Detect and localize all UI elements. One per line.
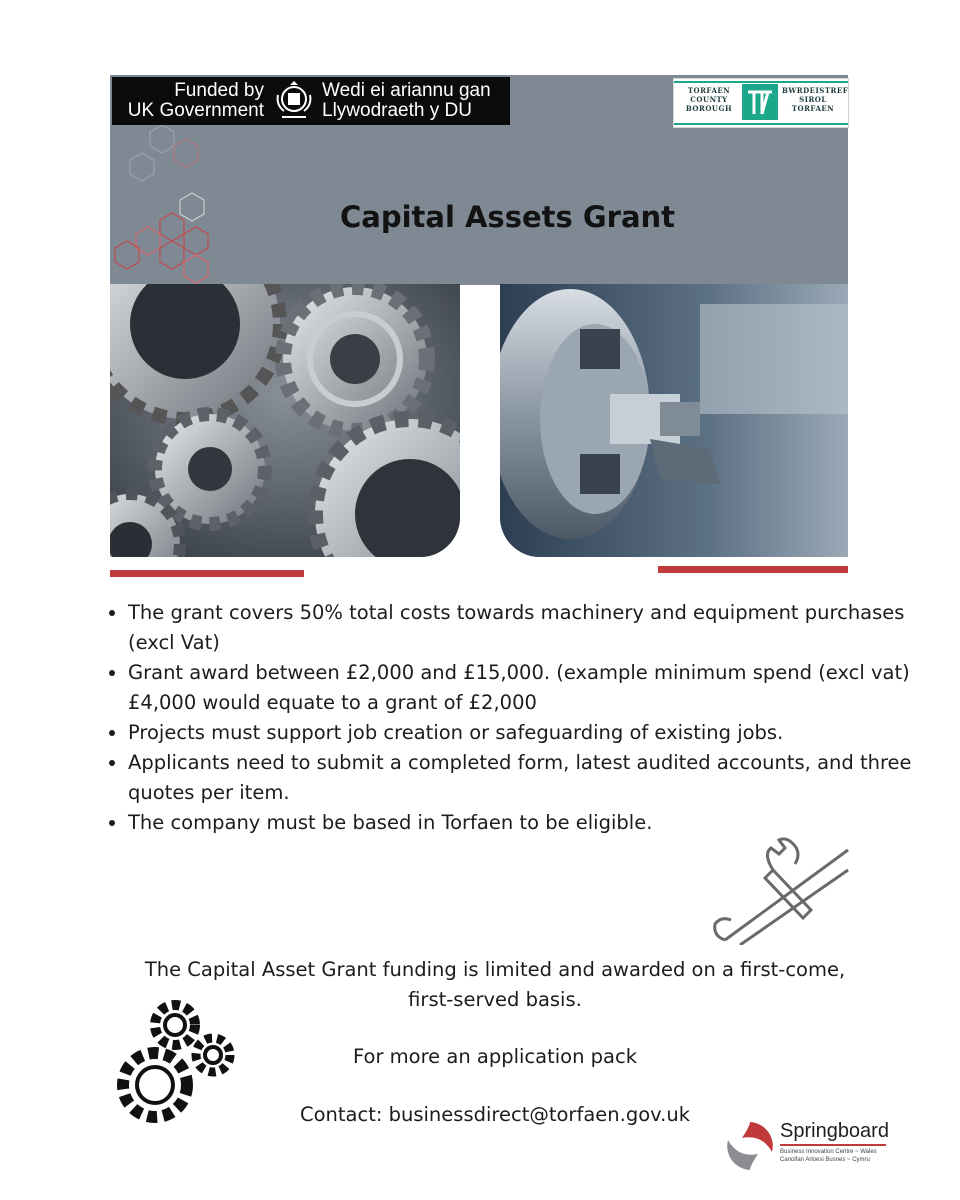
torfaen-welsh-line: BWRDEISTREF [782,86,849,95]
springboard-tagline-english: Business Innovation Centre ~ Wales [780,1149,877,1155]
red-accent-line-right [658,566,848,573]
torfaen-text-line: TORFAEN [687,86,731,95]
torfaen-welsh-line: SIROL [799,95,827,104]
gears-icon [105,995,245,1135]
uk-gov-text-line: UK Government [127,100,264,121]
list-item: • Grant award between £2,000 and £15,000. (example minimum spend (excl vat) £4,000 would equate to a grant of £2,000 [128,658,918,718]
springboard-logo-text [780,1120,889,1164]
grant-details-list [106,598,918,838]
uk-government-funding-banner [112,77,510,125]
springboard-logo-icon [722,1118,778,1174]
uk-gov-welsh-line: Wedi ei ariannu gan [322,80,491,101]
list-item: • Applicants need to submit a completed form, latest audited accounts, and three quotes per item. [128,748,918,808]
list-item: • The company must be based in Torfaen to be eligible. [128,808,918,838]
torfaen-council-logo [673,78,849,128]
torfaen-text-line: BOROUGH [685,104,733,113]
more-info-text: For more an application pack [353,1045,637,1068]
uk-gov-welsh-line: Llywodraeth y DU [322,100,472,121]
torfaen-text-line: COUNTY [690,95,728,104]
page-title: Capital Assets Grant [339,200,676,234]
funding-limited-line-2: first-served basis. [408,988,582,1011]
uk-gov-text-line: Funded by [174,80,264,101]
red-accent-line-left [110,570,304,577]
list-item: • The grant covers 50% total costs towards machinery and equipment purchases (excl Vat) [128,598,918,658]
torfaen-emblem-icon [742,84,778,120]
springboard-tagline-welsh: Canolfan Arloesi Busnes ~ Cymru [780,1157,870,1163]
springboard-name: Springboard [780,1120,889,1142]
gears-photo [110,284,460,557]
lathe-machine-photo [500,284,848,557]
wrench-icon [705,830,850,945]
list-item: • Projects must support job creation or safeguarding of existing jobs. [128,718,918,748]
royal-crest-icon [272,79,316,123]
torfaen-welsh-line: TORFAEN [791,104,835,113]
funding-limited-line-1: The Capital Asset Grant funding is limited and awarded on a first-come, [144,958,846,981]
springboard-underline [780,1144,886,1146]
contact-email-text: Contact: businessdirect@torfaen.gov.uk [299,1103,691,1126]
